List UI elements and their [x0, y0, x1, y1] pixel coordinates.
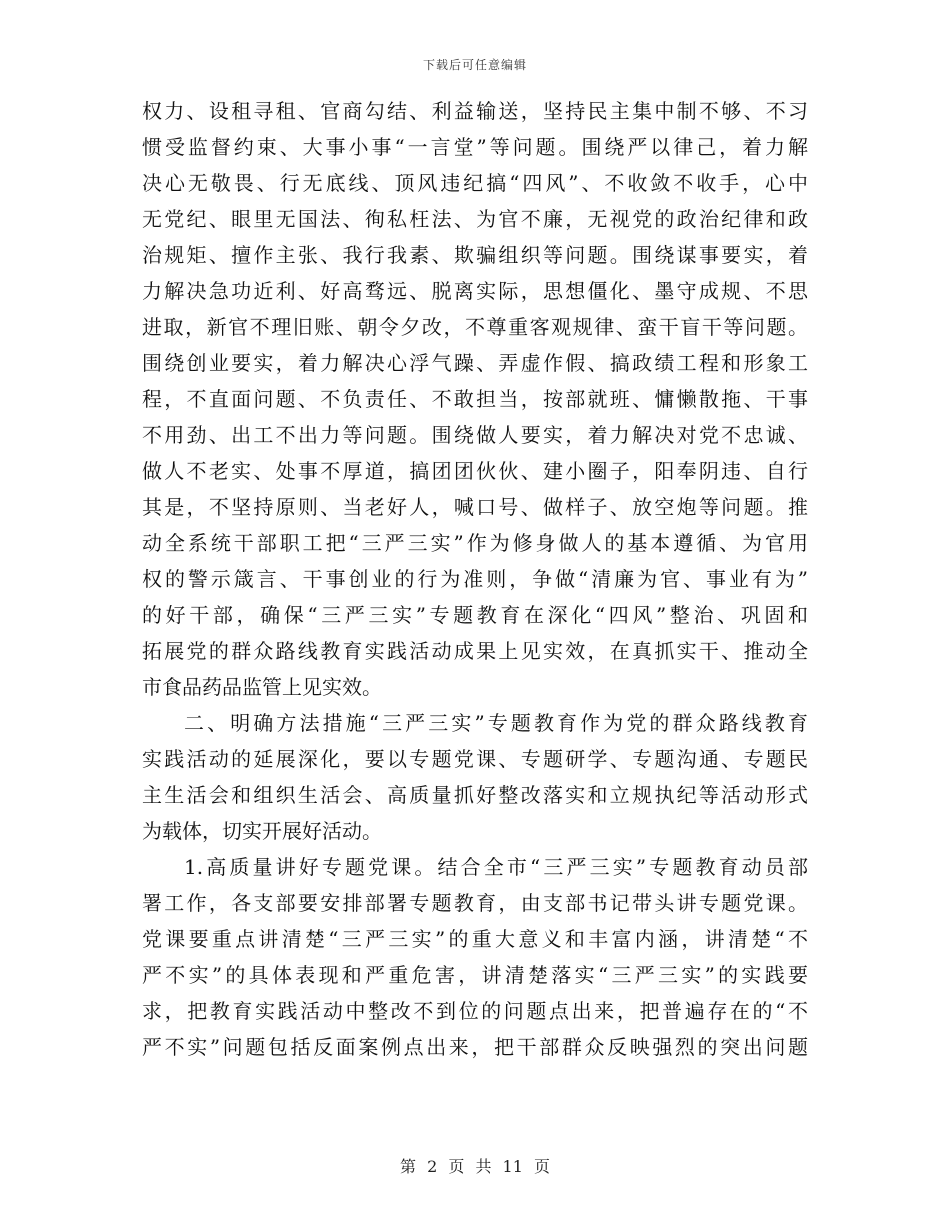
text-line: 署工作，各支部要安排部署专题教育，由支部书记带头讲专题党课。: [142, 891, 808, 915]
text-line: 为载体，切实开展好活动。: [142, 819, 382, 843]
text-line: 惯受监督约束、大事小事“一言堂”等问题。围绕严以律己，着力解: [142, 135, 808, 159]
text-line: 实践活动的延展深化，要以专题党课、专题研学、专题沟通、专题民: [142, 747, 808, 771]
text-line: 无党纪、眼里无国法、徇私枉法、为官不廉，无视党的政治纪律和政: [142, 207, 808, 231]
text-line: 动全系统干部职工把“三严三实”作为修身做人的基本遵循、为官用: [142, 531, 808, 555]
text-line: 围绕创业要实，着力解决心浮气躁、弄虚作假、搞政绩工程和形象工: [142, 351, 808, 375]
text-line: 进取，新官不理旧账、朝令夕改，不尊重客观规律、蛮干盲干等问题。: [142, 315, 808, 339]
page-header: 下载后可任意编辑: [422, 58, 527, 72]
text-line: 治规矩、擅作主张、我行我素、欺骗组织等问题。围绕谋事要实，着: [142, 243, 808, 267]
text-line: 二、明确方法措施“三严三实”专题教育作为党的群众路线教育: [184, 711, 808, 735]
text-line: 权力、设租寻租、官商勾结、利益输送，坚持民主集中制不够、不习: [142, 99, 808, 123]
text-line: 的好干部，确保“三严三实”专题教育在深化“四风”整治、巩固和: [142, 603, 808, 627]
text-line: 1.高质量讲好专题党课。结合全市“三严三实”专题教育动员部: [184, 855, 808, 879]
text-line: 程，不直面问题、不负责任、不敢担当，按部就班、慵懒散拖、干事: [142, 387, 808, 411]
text-line: 拓展党的群众路线教育实践活动成果上见实效，在真抓实干、推动全: [142, 639, 808, 663]
text-line: 主生活会和组织生活会、高质量抓好整改落实和立规执纪等活动形式: [142, 783, 808, 807]
text-line: 做人不老实、处事不厚道，搞团团伙伙、建小圈子，阳奉阴违、自行: [142, 459, 808, 483]
text-line: 严不实”的具体表现和严重危害，讲清楚落实“三严三实”的实践要: [142, 963, 808, 987]
text-line: 不用劲、出工不出力等问题。围绕做人要实，着力解决对党不忠诚、: [142, 423, 808, 447]
text-line: 党课要重点讲清楚“三严三实”的重大意义和丰富内涵，讲清楚“不: [142, 927, 808, 951]
text-line: 求，把教育实践活动中整改不到位的问题点出来，把普遍存在的“不: [142, 999, 808, 1023]
text-line: 严不实”问题包括反面案例点出来，把干部群众反映强烈的突出问题: [142, 1035, 808, 1059]
text-line: 决心无敬畏、行无底线、顶风违纪搞“四风”、不收敛不收手，心中: [142, 171, 808, 195]
document-body: [142, 93, 808, 1065]
text-line: 力解决急功近利、好高骛远、脱离实际，思想僵化、墨守成规、不思: [142, 279, 808, 303]
page-number-footer: 第 2 页 共 11 页: [400, 1157, 550, 1176]
text-line: 权的警示箴言、干事创业的行为准则，争做“清廉为官、事业有为”: [142, 567, 808, 591]
text-line: 市食品药品监管上见实效。: [142, 675, 382, 699]
text-line: 其是，不坚持原则、当老好人，喊口号、做样子、放空炮等问题。推: [142, 495, 808, 519]
